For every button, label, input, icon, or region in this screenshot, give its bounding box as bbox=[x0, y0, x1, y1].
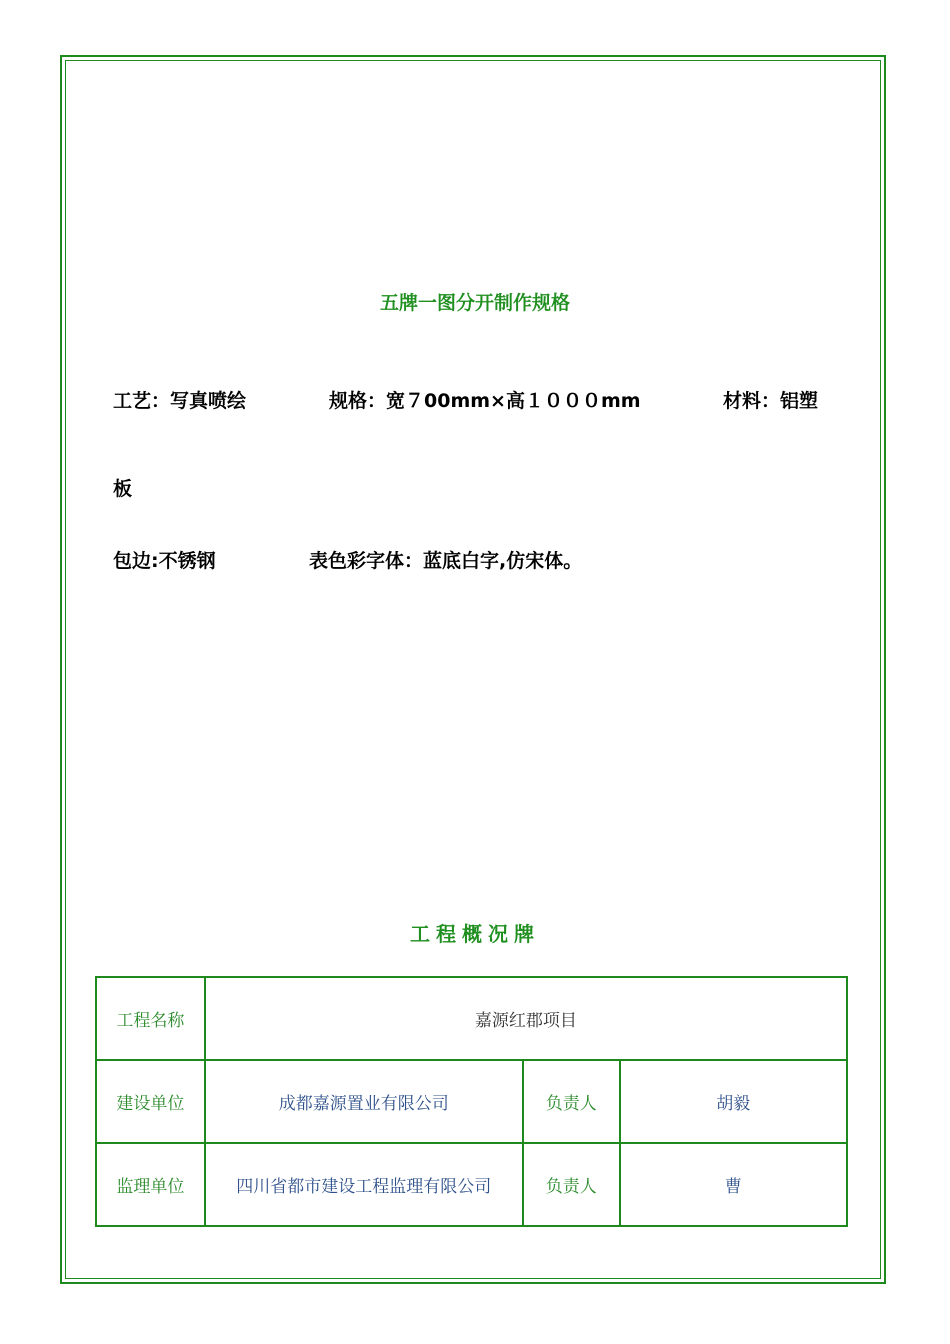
row-value: 嘉源红郡项目 bbox=[205, 977, 847, 1060]
spec-craft: 工艺：写真喷绘 bbox=[113, 390, 247, 412]
spec-material: 材料：铝塑 bbox=[723, 390, 819, 412]
spec-material-cont: 板 bbox=[113, 478, 133, 500]
table-row bbox=[96, 1143, 847, 1226]
project-info-table bbox=[95, 976, 848, 1227]
row-value: 四川省都市建设工程监理有限公司 bbox=[205, 1143, 523, 1226]
person-label: 负责人 bbox=[523, 1060, 620, 1143]
row-label: 建设单位 bbox=[96, 1060, 205, 1143]
spec-line-3 bbox=[113, 546, 583, 612]
spec-size: 规格：宽７00mm×高１０００mm bbox=[329, 390, 641, 412]
row-value: 成都嘉源置业有限公司 bbox=[205, 1060, 523, 1143]
spec-title: 五牌一图分开制作规格 bbox=[379, 292, 570, 314]
board-title: 工程概况牌 bbox=[410, 922, 540, 946]
table-row bbox=[96, 1060, 847, 1143]
person-label: 负责人 bbox=[523, 1143, 620, 1226]
person-value: 曹 bbox=[620, 1143, 847, 1226]
spec-color: 表色彩字体：蓝底白字,仿宋体。 bbox=[309, 550, 583, 572]
person-value: 胡毅 bbox=[620, 1060, 847, 1143]
row-label: 监理单位 bbox=[96, 1143, 205, 1226]
spec-line-1 bbox=[113, 386, 819, 474]
spec-edge: 包边:不锈钢 bbox=[113, 550, 216, 572]
table-row bbox=[96, 977, 847, 1060]
row-label: 工程名称 bbox=[96, 977, 205, 1060]
